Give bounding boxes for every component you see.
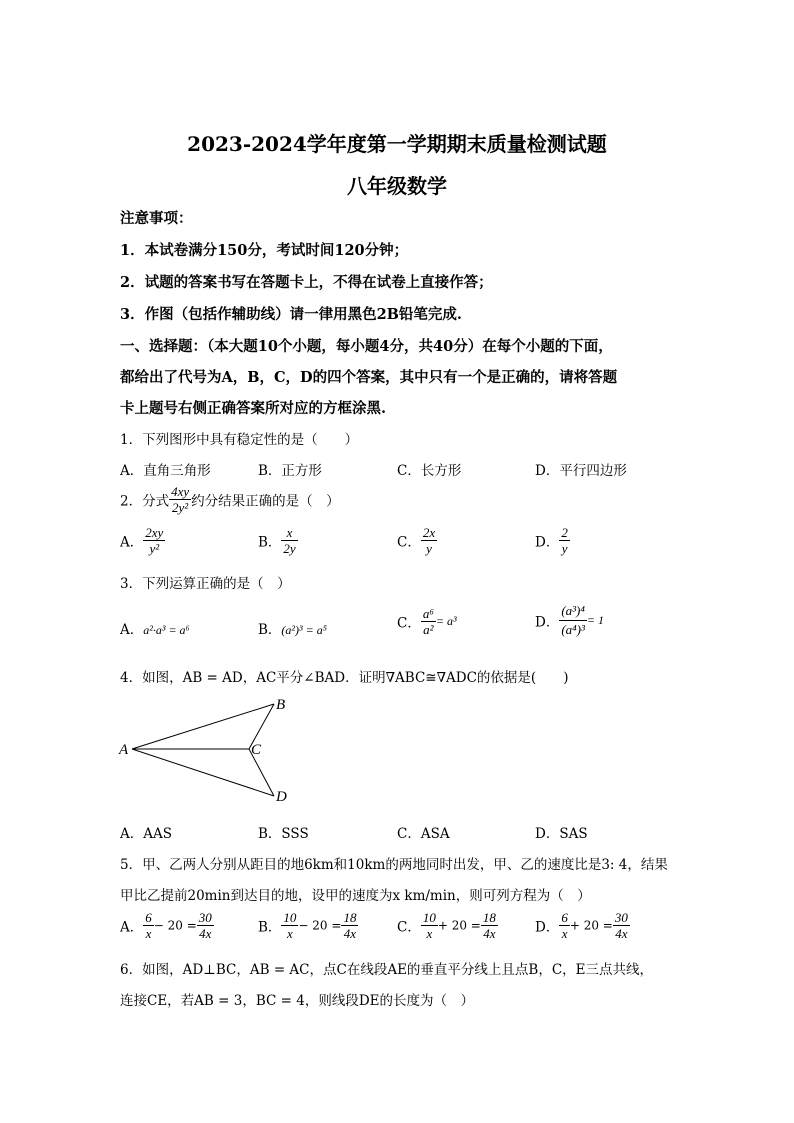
q2-option-b: [258, 525, 298, 556]
option-label: B．: [258, 534, 282, 551]
equation-op: + 20 =: [437, 918, 481, 933]
q3-c-rhs: = a³: [435, 614, 457, 628]
q2-a-fraction: [143, 525, 165, 556]
notice-item: 2．试题的答案书写在答题卡上，不得在试卷上直接作答；: [120, 274, 493, 291]
q1-option-c: C．长方形: [397, 463, 462, 479]
frac-den: y²: [149, 541, 160, 556]
point-label-b: B: [276, 697, 286, 713]
frac-num: 10: [283, 910, 297, 925]
frac-num: (a³)⁴: [559, 602, 587, 621]
q2-fraction-den: 2y²: [172, 500, 189, 515]
q2-d-fraction: [559, 525, 570, 556]
section-instruction: 一、选择题：（本大题10个小题，每小题4分，共40分）在每个小题的下面，: [120, 338, 613, 355]
frac-den: 4x: [483, 926, 496, 941]
q2-c-fraction: [421, 525, 437, 556]
point-label-a: A: [119, 742, 129, 758]
frac-den: y: [561, 541, 568, 556]
q2-stem-post: 约分结果正确的是（ ）: [191, 493, 340, 510]
frac-den: x: [145, 926, 152, 941]
option-label: D．: [535, 534, 560, 551]
q2-b-fraction: [281, 525, 297, 556]
frac-num: 18: [482, 910, 496, 925]
q3-option-d: [535, 602, 604, 639]
notice-item: 1．本试卷满分150分，考试时间120分钟；: [120, 242, 409, 259]
frac: [143, 910, 154, 941]
frac-den: x: [426, 926, 433, 941]
question-2-stem: [120, 484, 340, 515]
question-3-stem: 3．下列运算正确的是（ ）: [120, 576, 291, 592]
option-label: C．: [397, 615, 421, 632]
q5-option-b: [258, 910, 358, 941]
frac-den: a²: [423, 622, 434, 637]
question-5-line1: 5．甲、乙两人分别从距目的地6km和10km的两地同时出发，甲、乙的速度比是3: 4，结果: [120, 857, 668, 873]
frac: [341, 910, 358, 941]
frac-num: 30: [614, 910, 628, 925]
q1-option-b: B．正方形: [258, 463, 322, 479]
q3-option-c: [397, 606, 457, 637]
option-label: A．: [120, 919, 144, 936]
frac-den: 4x: [199, 926, 212, 941]
question-4-stem: 4．如图，AB = AD，AC平分∠BAD．证明∇ABC≅∇ADC的依据是( ): [120, 670, 569, 686]
q1-option-a: A．直角三角形: [120, 463, 211, 479]
frac-den: y: [426, 541, 432, 556]
section-instruction: 卡上题号右侧正确答案所对应的方框涂黑.: [120, 400, 387, 417]
q4-option-d: D．SAS: [535, 826, 588, 842]
frac-den: 4x: [343, 926, 357, 941]
frac-num: 2x: [422, 525, 436, 540]
frac: [559, 910, 570, 941]
q5-option-d: [535, 910, 630, 941]
option-label: D．: [535, 919, 560, 936]
frac-num: x: [281, 525, 297, 541]
q3-d-rhs: = 1: [586, 613, 605, 627]
frac-den: 4x: [615, 926, 628, 941]
q3-a-expr: a²·a³ = a⁶: [143, 623, 190, 637]
frac: [197, 910, 214, 941]
frac-num: 2: [561, 525, 568, 540]
q1-option-d: D．平行四边形: [535, 463, 627, 479]
question-6-line1: 6．如图，AD⊥BC，AB = AC，点C在线段AE的垂直平分线上且点B，C，E三点共线，: [120, 962, 654, 978]
frac: [421, 910, 438, 941]
question-5-line2: 甲比乙提前20min到达目的地，设甲的速度为x km/min，则可列方程为（ ）: [120, 888, 591, 904]
option-label: B．: [258, 622, 282, 638]
equation-op: − 20 =: [153, 918, 197, 933]
option-label: A．: [120, 622, 144, 638]
q3-d-fraction: [559, 602, 587, 639]
option-label: A．: [120, 534, 144, 551]
option-label: C．: [397, 919, 421, 936]
notice-heading: 注意事项：: [120, 210, 193, 227]
question-1-stem: 1．下列图形中具有稳定性的是（ ）: [120, 432, 359, 448]
q2-fraction: [169, 484, 191, 515]
option-label: D．: [535, 614, 560, 631]
equation-op: − 20 =: [298, 918, 342, 933]
frac-num: 6: [561, 910, 568, 925]
q4-option-c: C．ASA: [397, 826, 450, 842]
section-instruction: 都给出了代号为A，B，C，D的四个答案，其中只有一个是正确的，请将答题: [120, 369, 618, 386]
frac-num: 6: [145, 910, 152, 925]
q4-option-a: A．AAS: [120, 826, 172, 842]
q4-triangle-figure: [112, 690, 312, 810]
exam-subtitle: 八年级数学: [347, 174, 447, 198]
option-label: C．: [397, 534, 421, 551]
frac-num: 10: [422, 910, 436, 925]
q2-stem-pre: 2．分式: [120, 493, 170, 510]
exam-title: 2023-2024学年度第一学期期末质量检测试题: [187, 132, 607, 156]
frac: [281, 910, 298, 941]
frac-num: a⁶: [422, 606, 434, 621]
option-label: B．: [258, 919, 282, 936]
q3-b-expr: (a²)³ = a⁵: [281, 623, 327, 637]
frac-num: 18: [343, 910, 357, 925]
frac-den: 2y: [283, 541, 296, 556]
frac-den: x: [287, 926, 293, 941]
frac-num: 30: [198, 910, 212, 925]
q3-option-a: [120, 618, 190, 638]
q5-option-a: [120, 910, 214, 941]
notice-item: 3．作图（包括作辅助线）请一律用黑色2B铅笔完成.: [120, 306, 462, 323]
q3-option-b: [258, 618, 327, 638]
frac: [481, 910, 498, 941]
frac-num: 2xy: [145, 525, 164, 540]
point-label-c: C: [251, 742, 262, 758]
frac: [613, 910, 630, 941]
q3-c-fraction: [421, 606, 436, 637]
q2-option-a: [120, 525, 165, 556]
equation-op: + 20 =: [569, 918, 613, 933]
q2-option-d: [535, 525, 570, 556]
point-label-d: D: [276, 789, 287, 805]
frac-den: (a⁴)³: [561, 622, 585, 637]
q5-option-c: [397, 910, 498, 941]
frac-den: x: [561, 926, 568, 941]
q2-option-c: [397, 525, 437, 556]
q2-fraction-num: 4xy: [171, 484, 190, 499]
question-6-line2: 连接CE，若AB = 3，BC = 4，则线段DE的长度为（ ）: [120, 993, 474, 1009]
q4-option-b: B．SSS: [258, 826, 309, 842]
